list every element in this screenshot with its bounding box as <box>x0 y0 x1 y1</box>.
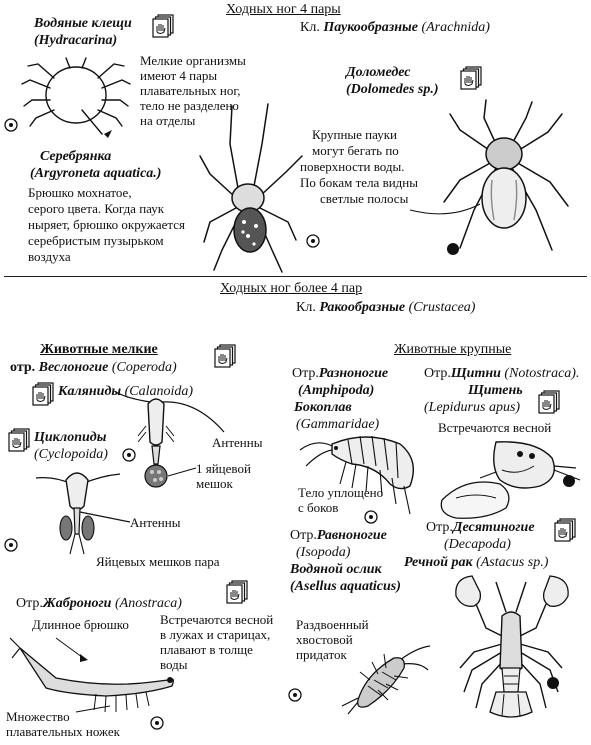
water-spider-desc-4: серебристым пузырьком <box>28 233 164 248</box>
small-size-icon <box>4 538 18 552</box>
water-mites-desc-3: плавательных ног, <box>140 83 241 98</box>
water-mites-desc-5: на отделы <box>140 113 196 128</box>
cyclopoida-illustration <box>30 464 130 560</box>
water-mites-desc-4: тело не разделено <box>140 98 239 113</box>
anostraca-illustration <box>6 630 182 720</box>
water-spider-desc-1: Брюшко мохнатое, <box>28 185 132 200</box>
isopoda-desc-2: хвостовой <box>296 632 353 647</box>
isopoda-common: Водяной ослик <box>290 562 382 577</box>
reference-book-icon <box>32 382 54 406</box>
amphipoda-desc-2: с боков <box>298 500 339 515</box>
copepoda-title: отр. Веслоногие (Coperoda) <box>10 360 177 375</box>
notostraca-illustration <box>436 436 584 532</box>
notostraca-common: Щитень <box>468 383 523 398</box>
small-size-icon <box>4 118 18 132</box>
calanoida-illustration <box>116 392 226 502</box>
cyclopoida-name: Циклопиды <box>34 430 107 445</box>
anostraca-desc-4: воды <box>160 657 188 672</box>
water-spider-desc-2: серого цвета. Когда паук <box>28 201 165 216</box>
water-spider-desc-3: ныряет, брюшко окружается <box>28 217 185 232</box>
decapoda-latin: (Decapoda) <box>444 537 511 552</box>
label-egg-sac-1: 1 яйцевой <box>196 461 251 476</box>
reference-book-icon <box>460 66 482 90</box>
dolomedes-illustration <box>434 98 584 266</box>
small-size-icon <box>306 234 320 248</box>
label-egg-sacs-pair: Яйцевых мешков пара <box>96 554 220 569</box>
isopoda-latin: (Isopoda) <box>296 545 351 560</box>
amphipoda-illustration <box>296 430 426 522</box>
notostraca-desc: Встречаются весной <box>438 420 552 435</box>
anostraca-desc-1: Встречаются весной <box>160 612 274 627</box>
water-spider-name: Серебрянка <box>40 149 112 164</box>
reference-book-icon <box>214 344 236 368</box>
notostraca-species: (Lepidurus apus) <box>424 400 521 415</box>
isopoda-illustration <box>336 640 432 716</box>
label-antennae-1: Антенны <box>212 435 263 450</box>
decapoda-illustration <box>446 572 578 732</box>
class-crustacea: Кл. Ракообразные (Crustacea) <box>296 300 476 315</box>
pointer-line <box>300 196 480 226</box>
calanoida-title: Каляниды (Calanoida) <box>58 384 194 399</box>
reference-book-icon <box>538 390 560 414</box>
amphipoda-desc-1: Тело уплощено <box>298 485 384 500</box>
water-spider-latin: (Argyroneta aquatica.) <box>30 166 162 181</box>
section-divider <box>4 276 587 277</box>
anostraca-title: Отр.Жаброноги (Anostraca) <box>16 596 182 611</box>
water-mites-name: Водяные клещи <box>34 16 132 31</box>
anostraca-desc-3: плавают в толще <box>160 642 253 657</box>
isopoda-species: (Asellus aquaticus) <box>290 579 401 594</box>
dolomedes-latin: (Dolomedes sp.) <box>346 82 439 97</box>
isopoda-title: Отр.Равноногие <box>290 528 387 543</box>
label-egg-sac-2: мешок <box>196 476 233 491</box>
class-arachnida: Кл. Паукообразные (Arachnida) <box>300 20 490 35</box>
decapoda-title: Отр.Десятиногие <box>426 520 535 535</box>
water-mites-desc-1: Мелкие организмы <box>140 53 246 68</box>
reference-book-icon <box>152 14 174 38</box>
label-many-legs-1: Множество <box>6 709 70 724</box>
amphipoda-title: Отр.Разноногие <box>292 366 389 381</box>
water-spider-desc-5: воздуха <box>28 249 71 264</box>
dolomedes-desc-3: поверхности воды. <box>300 159 405 174</box>
small-animals-heading: Животные мелкие <box>40 342 158 357</box>
dolomedes-desc-5: светлые полосы <box>320 191 409 206</box>
label-antennae-2: Антенны <box>130 515 181 530</box>
decapoda-common: Речной рак (Astacus sp.) <box>404 555 549 570</box>
water-mites-desc-2: имеют 4 пары <box>140 68 218 83</box>
small-size-icon <box>288 688 302 702</box>
notostraca-title: Отр.Щитни (Notostraca). <box>424 366 580 381</box>
reference-book-icon <box>226 580 248 604</box>
amphipoda-family: (Gammaridae) <box>296 417 380 432</box>
header-more-legs: Ходных ног более 4 пар <box>220 281 363 296</box>
dolomedes-desc-1: Крупные пауки <box>312 127 398 142</box>
amphipoda-common: Бокоплав <box>294 400 352 415</box>
large-animals-heading: Животные крупные <box>394 342 512 357</box>
amphipoda-latin: (Amphipoda) <box>298 383 375 398</box>
water-mites-latin: (Hydracarina) <box>34 33 118 48</box>
water-spider-illustration <box>196 104 308 276</box>
header-four-legs: Ходных ног 4 пары <box>226 2 341 17</box>
isopoda-desc-3: придаток <box>296 647 347 662</box>
cyclopoida-latin: (Cycloроida) <box>34 447 108 462</box>
dolomedes-desc-2: могут бегать по <box>312 143 399 158</box>
dolomedes-desc-4: По бокам тела видны <box>300 175 418 190</box>
label-many-legs-2: плавательных ножек <box>6 724 120 739</box>
label-long-abdomen: Длинное брюшко <box>32 617 129 632</box>
water-mite-illustration <box>20 50 140 142</box>
reference-book-icon <box>8 428 30 452</box>
dolomedes-name: Доломедес <box>346 65 411 80</box>
anostraca-desc-2: в лужах и старицах, <box>160 627 271 642</box>
isopoda-desc-1: Раздвоенный <box>296 617 369 632</box>
